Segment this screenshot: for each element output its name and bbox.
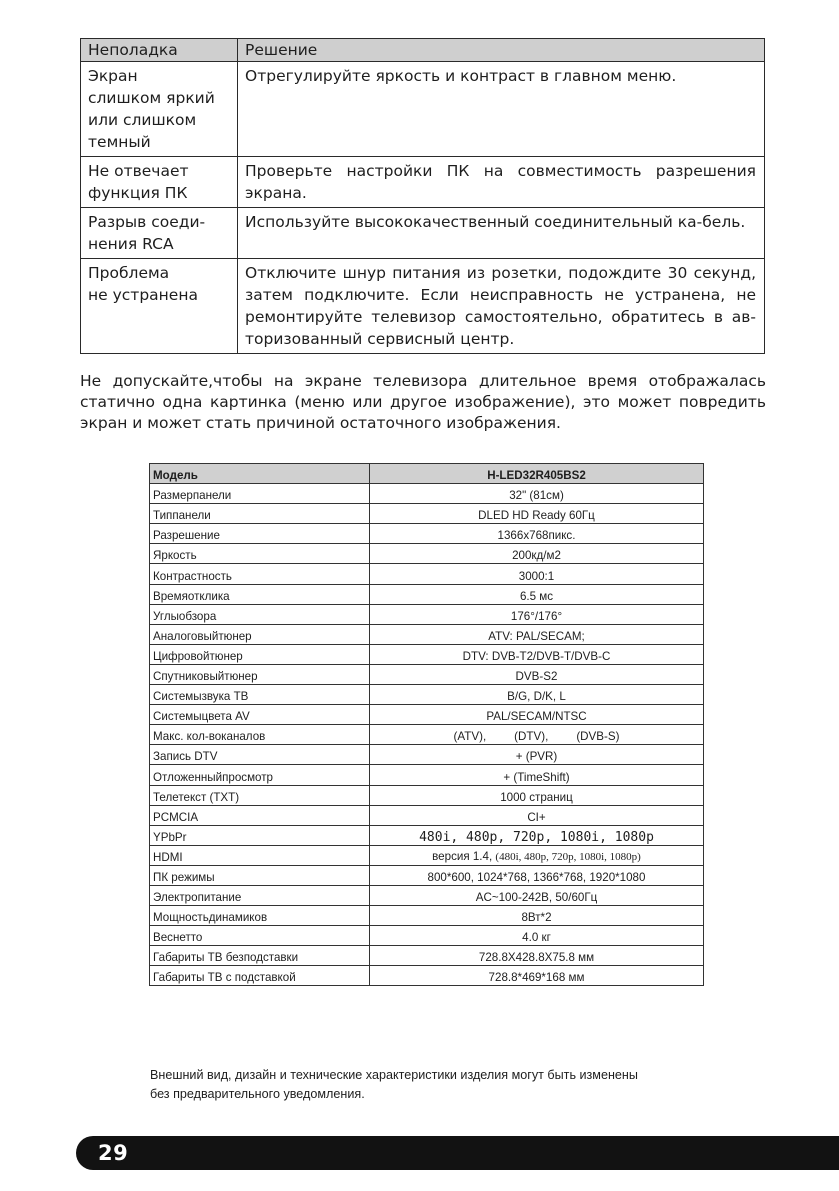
disclaimer-note: Внешний вид, дизайн и технические характеристики изделия могут быть изменены без предварительного уведомления. (150, 1068, 638, 1101)
spec-label: Веснетто (150, 926, 370, 946)
spec-value: B/G, D/K, L (370, 685, 704, 705)
spec-row (150, 544, 704, 564)
spec-value: + (TimeShift) (370, 765, 704, 785)
spec-label: Углыобзора (150, 604, 370, 624)
troubleshooting-row (81, 157, 765, 208)
solution-cell: Отключите шнур питания из розетки, подождите 30 секунд, затем подключите. Если неисправность не устранена, не ремонтируйте телевизор самостоятельно, обратитесь в ав-торизованный сервисный центр. (238, 259, 765, 354)
problem-cell: Проблема не устранена (81, 259, 238, 354)
spec-value: DLED HD Ready 60Гц (370, 504, 704, 524)
spec-value: 800*600, 1024*768, 1366*768, 1920*1080 (370, 865, 704, 885)
header-solution: Решение (238, 39, 765, 62)
spec-label: Яркость (150, 544, 370, 564)
spec-row (150, 624, 704, 644)
problem-cell: Не отвечает функция ПК (81, 157, 238, 208)
spec-label: ПК режимы (150, 865, 370, 885)
spec-value: CI+ (370, 805, 704, 825)
spec-row (150, 805, 704, 825)
footer-bar (76, 1136, 839, 1170)
spec-row (150, 584, 704, 604)
spec-value: 1366x768пикс. (370, 524, 704, 544)
spec-row (150, 745, 704, 765)
header-problem: Неполадка (81, 39, 238, 62)
warning-paragraph: Не допускайте,чтобы на экране телевизора длительное время отображалась статично одна картинка (меню или другое изображение), это может повредить экран и может стать причиной остаточного изображения. (80, 372, 766, 432)
spec-row (150, 484, 704, 504)
troubleshooting-table (80, 38, 765, 354)
spec-value: 728.8*469*168 мм (370, 966, 704, 986)
specs-table (149, 463, 704, 986)
spec-value: 4.0 кг (370, 926, 704, 946)
spec-value: DVB-S2 (370, 664, 704, 684)
spec-row (150, 966, 704, 986)
spec-value: 6.5 мс (370, 584, 704, 604)
troubleshooting-header-row (81, 39, 765, 62)
spec-value-main: версия 1.4, (432, 849, 496, 863)
spec-row (150, 946, 704, 966)
spec-label: Аналоговыйтюнер (150, 624, 370, 644)
spec-label: Контрастность (150, 564, 370, 584)
spec-row (150, 825, 704, 845)
spec-label: Системыцвета AV (150, 705, 370, 725)
spec-value (370, 725, 704, 745)
spec-label: Системызвука ТВ (150, 685, 370, 705)
solution-cell: Используйте высококачественный соединительный ка-бель. (238, 208, 765, 259)
spec-row (150, 765, 704, 785)
solution-cell: Проверьте настройки ПК на совместимость разрешения экрана. (238, 157, 765, 208)
spec-row (150, 524, 704, 544)
spec-row (150, 644, 704, 664)
spec-value: 32" (81см) (370, 484, 704, 504)
spec-row (150, 845, 704, 865)
problem-cell: Разрыв соеди- нения RCA (81, 208, 238, 259)
spec-row (150, 865, 704, 885)
spec-label: Времяотклика (150, 584, 370, 604)
spec-value: 8Вт*2 (370, 906, 704, 926)
spec-label: Мощностьдинамиков (150, 906, 370, 926)
spec-label: Разрешение (150, 524, 370, 544)
spec-row (150, 906, 704, 926)
spec-row (150, 926, 704, 946)
spec-value: 728.8X428.8X75.8 мм (370, 946, 704, 966)
specs-header-row (150, 464, 704, 484)
spec-row (150, 725, 704, 745)
spec-value: AC~100-242В, 50/60Гц (370, 885, 704, 905)
spec-row (150, 604, 704, 624)
spec-label: Модель (150, 464, 370, 484)
spec-label: Цифровойтюнер (150, 644, 370, 664)
spec-row (150, 885, 704, 905)
spec-row (150, 564, 704, 584)
spec-label: Спутниковыйтюнер (150, 664, 370, 684)
channel-type: (DVB-S) (576, 730, 620, 744)
spec-label: Макс. кол-воканалов (150, 725, 370, 745)
spec-label: Запись DTV (150, 745, 370, 765)
spec-row (150, 504, 704, 524)
spec-label: Габариты ТВ с подставкой (150, 966, 370, 986)
spec-row (150, 705, 704, 725)
spec-row (150, 685, 704, 705)
channel-type: (DTV), (514, 730, 549, 744)
spec-label: HDMI (150, 845, 370, 865)
spec-label: YPbPr (150, 825, 370, 845)
channel-type: (ATV), (453, 730, 487, 744)
spec-value: DTV: DVB-T2/DVB-T/DVB-C (370, 644, 704, 664)
spec-row (150, 664, 704, 684)
spec-value: 3000:1 (370, 564, 704, 584)
spec-value: 176°/176° (370, 604, 704, 624)
spec-label: Электропитание (150, 885, 370, 905)
solution-cell: Отрегулируйте яркость и контраст в главном меню. (238, 62, 765, 157)
spec-value: ATV: PAL/SECAM; (370, 624, 704, 644)
spec-label: Отложенныйпросмотр (150, 765, 370, 785)
spec-value: PAL/SECAM/NTSC (370, 705, 704, 725)
spec-value (370, 845, 704, 865)
troubleshooting-row (81, 208, 765, 259)
troubleshooting-row (81, 259, 765, 354)
spec-value: H-LED32R405BS2 (370, 464, 704, 484)
spec-value-sub: (480i, 480p, 720p, 1080i, 1080p) (495, 850, 641, 863)
spec-label: PCMCIA (150, 805, 370, 825)
spec-value: 1000 страниц (370, 785, 704, 805)
problem-cell: Экран слишком яркий или слишком темный (81, 62, 238, 157)
spec-row (150, 785, 704, 805)
spec-value: + (PVR) (370, 745, 704, 765)
page-number: 29 (98, 1141, 129, 1165)
spec-value: 200кд/м2 (370, 544, 704, 564)
troubleshooting-row (81, 62, 765, 157)
spec-label: Размерпанели (150, 484, 370, 504)
spec-value: 480i, 480p, 720p, 1080i, 1080p (370, 825, 704, 845)
spec-label: Габариты ТВ безподставки (150, 946, 370, 966)
spec-label: Типпанели (150, 504, 370, 524)
spec-label: Телетекст (TXT) (150, 785, 370, 805)
